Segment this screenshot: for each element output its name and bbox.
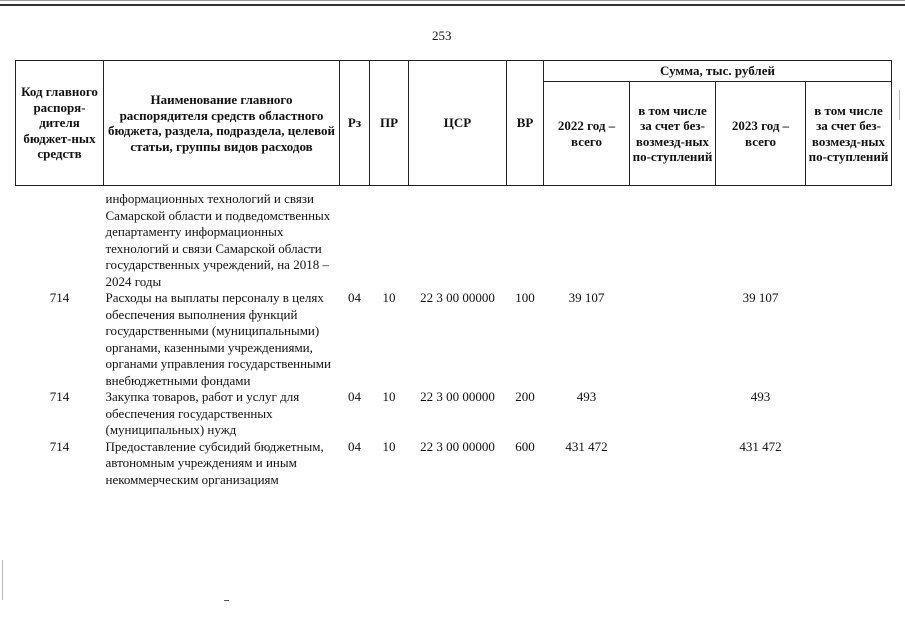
cell-vr [507, 186, 544, 291]
cell-pr: 10 [382, 389, 396, 404]
cell-2023-total: 431 472 [739, 438, 782, 454]
cell-2023-free [806, 290, 892, 389]
cell-name: информационных технологий и связи Самарской области и подведомственных департаменту информационных технологий и связи Самарской области государственных учреждений, на 2018 – 2024 годы [105, 191, 331, 289]
header-sum: Сумма, тыс. рублей [544, 61, 892, 82]
header-rz: Рз [340, 61, 370, 186]
cell-2023-free [806, 439, 892, 489]
cell-2023-free [806, 389, 892, 439]
cell-csr: 22 3 00 00000 [420, 389, 495, 404]
cell-vr: 600 [515, 438, 535, 454]
cell-2023-total: 493 [750, 389, 771, 404]
cell-2022-total [544, 186, 630, 291]
table-body [16, 186, 892, 489]
cell-2022-free [630, 439, 716, 489]
header-2022-free: в том числе за счет без-возмезд-ных по-ступлений [630, 82, 716, 186]
cell-rz: 04 [348, 389, 361, 404]
table-row [16, 439, 892, 489]
table-row [16, 389, 892, 439]
cell-code: 714 [49, 290, 70, 305]
top-border-line [0, 4, 905, 6]
header-2023-total: 2023 год – всего [716, 82, 806, 186]
header-2023-free: в том числе за счет без-возмезд-ных по-ступлений [806, 82, 892, 186]
cell-pr: 10 [382, 438, 396, 454]
cell-rz: 04 [348, 438, 361, 454]
top-border-line-thin [0, 0, 905, 1]
cell-rz [340, 186, 370, 291]
header-2022-total: 2022 год – всего [544, 82, 630, 186]
cell-csr: 22 3 00 00000 [420, 290, 495, 305]
header-vr: ВР [507, 61, 544, 186]
cell-name: Предоставление субсидий бюджетным, автономным учреждениям и иным некоммерческим организациям [105, 438, 324, 487]
cell-code: 714 [49, 389, 70, 404]
cell-vr: 100 [515, 290, 535, 305]
scan-artifact [899, 90, 900, 120]
budget-table [15, 60, 892, 488]
cell-pr [370, 186, 409, 291]
cell-csr: 22 3 00 00000 [420, 438, 495, 454]
cell-vr: 200 [515, 389, 535, 404]
header-name: Наименование главного распорядителя средств областного бюджета, раздела, подраздела, целевой статьи, группы видов расходов [104, 61, 340, 186]
cell-name: Закупка товаров, работ и услуг для обеспечения государственных (муниципальных) нужд [105, 389, 300, 437]
cell-rz: 04 [348, 290, 361, 305]
header-code: Код главного распоря-дителя бюджет-ных средств [16, 61, 104, 186]
stray-mark [224, 600, 229, 601]
cell-2022-free [630, 186, 716, 291]
cell-csr [409, 186, 507, 291]
scan-artifact [2, 560, 3, 600]
table-header [16, 61, 892, 186]
cell-code: 714 [49, 438, 70, 454]
header-pr: ПР [370, 61, 409, 186]
cell-2022-free [630, 389, 716, 439]
cell-pr: 10 [382, 290, 396, 305]
cell-name: Расходы на выплаты персоналу в целях обеспечения выполнения функций государственными (муниципальными) органами, казенными учреждениями, органами управления государственными внебюджетными фондами [105, 290, 331, 388]
cell-2023-total: 39 107 [742, 290, 779, 305]
cell-2023-free [806, 186, 892, 291]
cell-2023-total [716, 186, 806, 291]
cell-2022-total: 431 472 [565, 438, 608, 454]
cell-2022-total: 493 [576, 389, 597, 404]
cell-code [16, 186, 104, 291]
table-row [16, 186, 892, 291]
cell-2022-total: 39 107 [568, 290, 605, 305]
cell-2022-free [630, 290, 716, 389]
table-row [16, 290, 892, 389]
page-number: 253 [432, 28, 452, 43]
header-csr: ЦСР [409, 61, 507, 186]
